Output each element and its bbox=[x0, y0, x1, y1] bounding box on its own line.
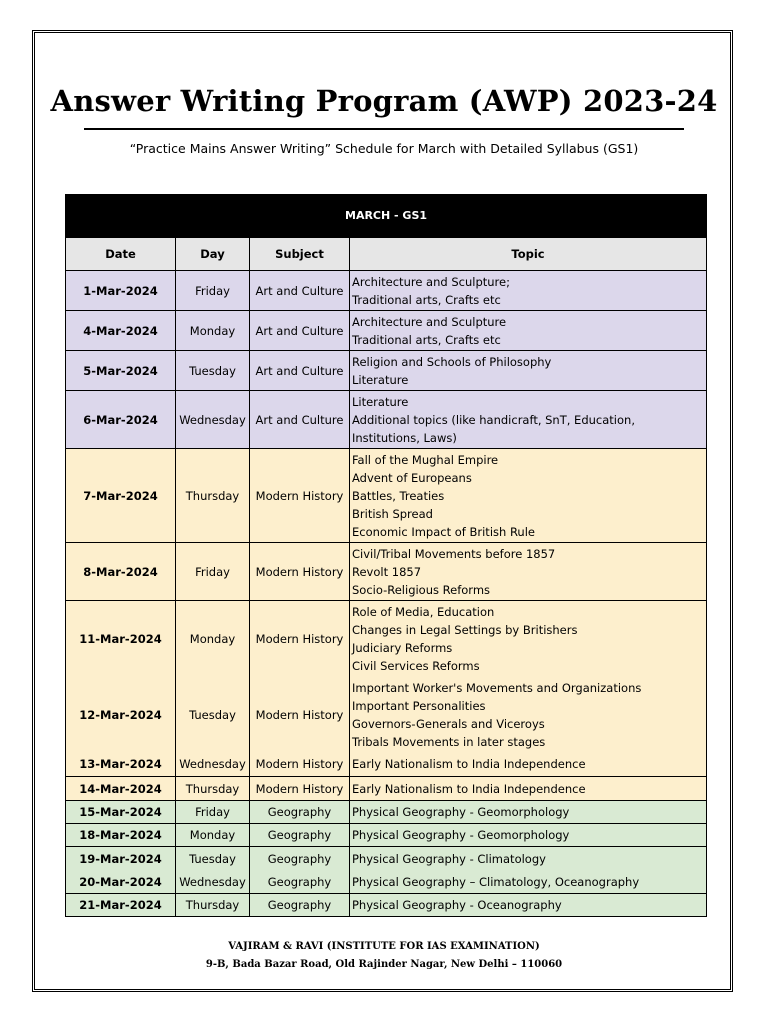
topic-line: Tribals Movements in later stages bbox=[352, 734, 546, 749]
topic-line: Traditional arts, Crafts etc bbox=[352, 292, 501, 307]
row-day: Tuesday bbox=[176, 351, 250, 391]
row-date: 5-Mar-2024 bbox=[66, 351, 176, 391]
table-row bbox=[66, 601, 707, 677]
row-day: Thursday bbox=[176, 894, 250, 917]
topic-line: Religion and Schools of Philosophy bbox=[352, 354, 552, 369]
table-row bbox=[66, 753, 707, 777]
row-subject: Art and Culture bbox=[250, 391, 350, 449]
topic-line: Physical Geography - Geomorphology bbox=[352, 805, 570, 819]
row-subject: Geography bbox=[250, 871, 350, 894]
topic-line: Revolt 1857 bbox=[352, 564, 422, 579]
row-day: Thursday bbox=[176, 449, 250, 543]
row-day: Friday bbox=[176, 543, 250, 601]
row-subject: Geography bbox=[250, 824, 350, 847]
row-date: 12-Mar-2024 bbox=[66, 677, 176, 753]
row-topics bbox=[350, 677, 707, 753]
topic-line: Civil Services Reforms bbox=[352, 658, 480, 673]
row-date: 18-Mar-2024 bbox=[66, 824, 176, 847]
column-header-row bbox=[66, 238, 707, 271]
row-date: 14-Mar-2024 bbox=[66, 777, 176, 801]
row-date: 15-Mar-2024 bbox=[66, 801, 176, 824]
row-subject: Art and Culture bbox=[250, 351, 350, 391]
row-day: Monday bbox=[176, 601, 250, 677]
topic-line: Changes in Legal Settings by Britishers bbox=[352, 622, 578, 637]
table-row bbox=[66, 847, 707, 871]
row-topics bbox=[350, 894, 707, 917]
topic-line: Battles, Treaties bbox=[352, 488, 445, 503]
footer-institute: VAJIRAM & RAVI (INSTITUTE FOR IAS EXAMINATION) bbox=[228, 941, 540, 952]
row-day: Tuesday bbox=[176, 847, 250, 871]
row-day: Wednesday bbox=[176, 753, 250, 777]
row-subject: Modern History bbox=[250, 449, 350, 543]
column-header-date: Date bbox=[66, 238, 176, 271]
topic-line: Role of Media, Education bbox=[352, 604, 495, 619]
row-topics bbox=[350, 543, 707, 601]
row-topics bbox=[350, 271, 707, 311]
row-day: Monday bbox=[176, 311, 250, 351]
row-topics bbox=[350, 824, 707, 847]
topic-line: Physical Geography - Geomorphology bbox=[352, 828, 570, 842]
row-topics bbox=[350, 601, 707, 677]
topic-line: Socio-Religious Reforms bbox=[352, 582, 491, 597]
footer-address: 9-B, Bada Bazar Road, Old Rajinder Nagar, New Delhi – 110060 bbox=[205, 959, 563, 970]
schedule-body bbox=[66, 271, 707, 917]
row-topics bbox=[350, 311, 707, 351]
title-underline bbox=[84, 128, 684, 130]
row-topics bbox=[350, 449, 707, 543]
topic-line: Advent of Europeans bbox=[352, 470, 472, 485]
row-topics bbox=[350, 871, 707, 894]
row-subject: Modern History bbox=[250, 601, 350, 677]
topic-line: Additional topics (like handicraft, SnT, Education, Institutions, Laws) bbox=[352, 412, 635, 445]
topic-line: Physical Geography - Oceanography bbox=[352, 898, 562, 912]
row-date: 1-Mar-2024 bbox=[66, 271, 176, 311]
footer bbox=[0, 938, 768, 974]
row-topics bbox=[350, 777, 707, 801]
table-row bbox=[66, 677, 707, 753]
row-date: 4-Mar-2024 bbox=[66, 311, 176, 351]
row-subject: Geography bbox=[250, 801, 350, 824]
row-subject: Modern History bbox=[250, 777, 350, 801]
topic-line: Physical Geography – Climatology, Oceanography bbox=[352, 874, 640, 889]
topic-line: Important Worker's Movements and Organizations bbox=[352, 680, 642, 695]
topic-line: Civil/Tribal Movements before 1857 bbox=[352, 546, 556, 561]
row-topics bbox=[350, 801, 707, 824]
row-subject: Modern History bbox=[250, 543, 350, 601]
table-row bbox=[66, 777, 707, 801]
row-subject: Art and Culture bbox=[250, 271, 350, 311]
topic-line: Literature bbox=[352, 394, 409, 409]
row-subject: Art and Culture bbox=[250, 311, 350, 351]
column-header-day: Day bbox=[176, 238, 250, 271]
row-day: Thursday bbox=[176, 777, 250, 801]
column-header-subject: Subject bbox=[250, 238, 350, 271]
row-date: 11-Mar-2024 bbox=[66, 601, 176, 677]
table-row bbox=[66, 449, 707, 543]
row-day: Wednesday bbox=[176, 391, 250, 449]
row-date: 21-Mar-2024 bbox=[66, 894, 176, 917]
topic-line: Physical Geography - Climatology bbox=[352, 851, 546, 866]
row-subject: Modern History bbox=[250, 753, 350, 777]
row-date: 13-Mar-2024 bbox=[66, 753, 176, 777]
topic-line: Important Personalities bbox=[352, 698, 486, 713]
topic-line: Early Nationalism to India Independence bbox=[352, 781, 586, 796]
row-subject: Geography bbox=[250, 847, 350, 871]
topic-line: Economic Impact of British Rule bbox=[352, 524, 535, 539]
row-topics bbox=[350, 753, 707, 777]
row-topics bbox=[350, 847, 707, 871]
row-day: Friday bbox=[176, 801, 250, 824]
table-row bbox=[66, 894, 707, 917]
topic-line: Literature bbox=[352, 372, 409, 387]
topic-line: Governors-Generals and Viceroys bbox=[352, 716, 545, 731]
row-date: 6-Mar-2024 bbox=[66, 391, 176, 449]
table-row bbox=[66, 271, 707, 311]
row-day: Monday bbox=[176, 824, 250, 847]
row-date: 7-Mar-2024 bbox=[66, 449, 176, 543]
row-day: Tuesday bbox=[176, 677, 250, 753]
table-row bbox=[66, 543, 707, 601]
table-row bbox=[66, 351, 707, 391]
row-subject: Geography bbox=[250, 894, 350, 917]
topic-line: Judiciary Reforms bbox=[352, 640, 453, 655]
row-day: Wednesday bbox=[176, 871, 250, 894]
topic-line: Traditional arts, Crafts etc bbox=[352, 332, 501, 347]
row-day: Friday bbox=[176, 271, 250, 311]
row-subject: Modern History bbox=[250, 677, 350, 753]
schedule-table bbox=[65, 194, 707, 917]
table-row bbox=[66, 824, 707, 847]
table-row bbox=[66, 801, 707, 824]
table-row bbox=[66, 311, 707, 351]
row-topics bbox=[350, 351, 707, 391]
topic-line: Early Nationalism to India Independence bbox=[352, 757, 586, 772]
row-date: 20-Mar-2024 bbox=[66, 871, 176, 894]
document-title: Answer Writing Program (AWP) 2023-24 bbox=[50, 84, 718, 118]
column-header-topic: Topic bbox=[350, 238, 707, 271]
month-header: MARCH - GS1 bbox=[66, 195, 707, 238]
document-subtitle: “Practice Mains Answer Writing” Schedule for March with Detailed Syllabus (GS1) bbox=[129, 141, 639, 156]
table-row bbox=[66, 871, 707, 894]
topic-line: Architecture and Sculpture; bbox=[352, 274, 510, 289]
row-date: 8-Mar-2024 bbox=[66, 543, 176, 601]
row-date: 19-Mar-2024 bbox=[66, 847, 176, 871]
row-topics bbox=[350, 391, 707, 449]
topic-line: Fall of the Mughal Empire bbox=[352, 452, 499, 467]
topic-line: Architecture and Sculpture bbox=[352, 314, 507, 329]
table-row bbox=[66, 391, 707, 449]
topic-line: British Spread bbox=[352, 506, 433, 521]
